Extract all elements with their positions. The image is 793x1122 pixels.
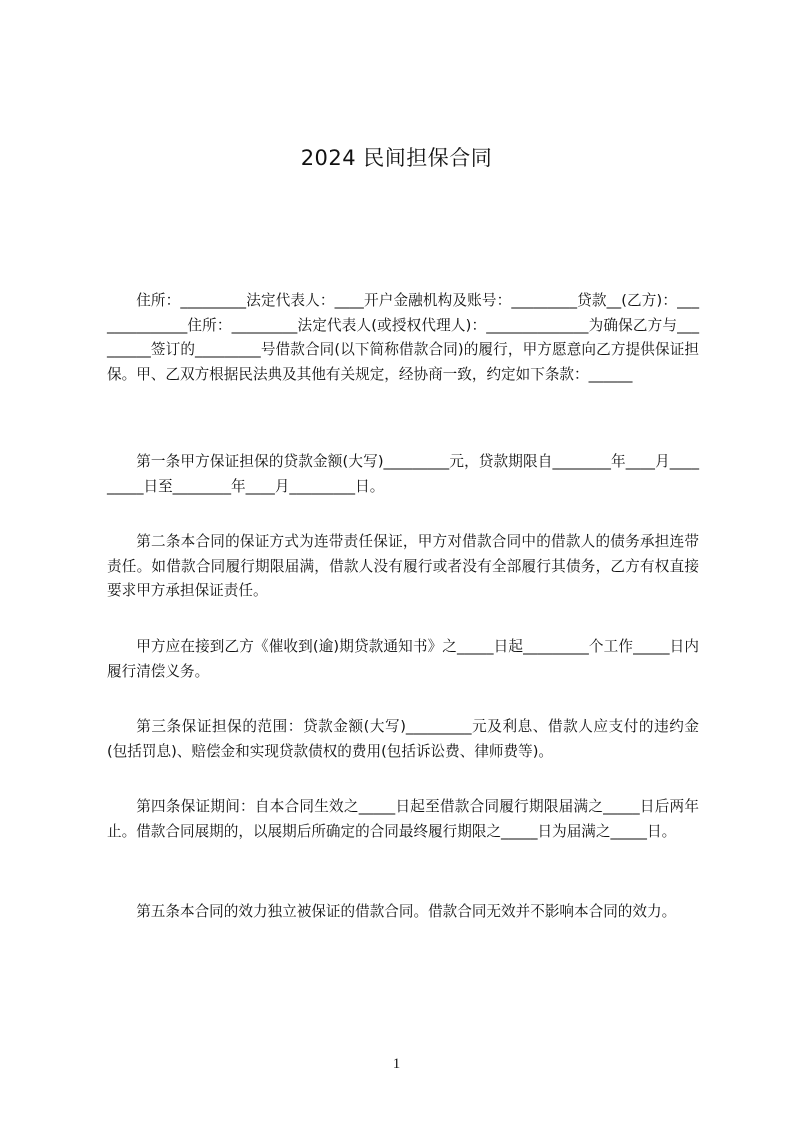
paragraph-repayment-notice: 甲方应在接到乙方《催收到(逾)期贷款通知书》之_____日起_________个工作_____日内履行清偿义务。 [107, 638, 699, 680]
paragraph-article-3: 第三条保证担保的范围：贷款金额(大写)_________元及利息、借款人应支付的违约金(包括罚息)、赔偿金和实现贷款债权的费用(包括诉讼费、律师费等)。 [107, 718, 699, 760]
page-number: 1 [392, 1056, 401, 1072]
paragraph-parties: 住所：_________法定代表人：____开户金融机构及账号：_________贷款__(乙方)：______________住所：_________法定代表人(或授权代理人)：______________为确保乙方与_________签订的_________号借款合同(以下简称借款合同)的履行，甲方愿意向乙方提供保证担保。甲、乙双方根据民法典及其他有关规定，经协商一致，约定如下条款：______ [107, 292, 699, 383]
paragraph-article-2: 第二条本合同的保证方式为连带责任保证，甲方对借款合同中的借款人的债务承担连带责任。如借款合同履行期限届满，借款人没有履行或者没有全部履行其债务，乙方有权直接要求甲方承担保证责任。 [107, 533, 699, 599]
paragraph-article-1: 第一条甲方保证担保的贷款金额(大写)_________元，贷款期限自________年____月_________日至________年____月_________日。 [107, 453, 699, 495]
paragraph-article-4: 第四条保证期间：自本合同生效之_____日起至借款合同履行期限届满之_____日后两年止。借款合同展期的，以展期后所确定的合同最终履行期限之_____日为届满之_____日。 [107, 798, 699, 840]
document-title: 2024 民间担保合同 [300, 146, 493, 170]
paragraph-article-5: 第五条本合同的效力独立被保证的借款合同。借款合同无效并不影响本合同的效力。 [136, 903, 677, 920]
